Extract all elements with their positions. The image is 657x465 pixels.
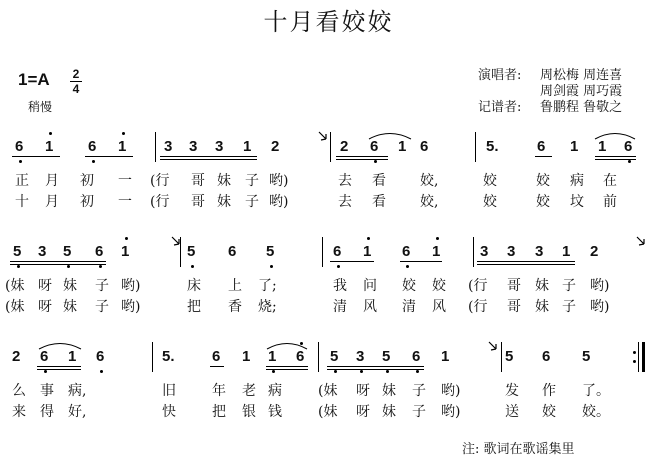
bar-line xyxy=(155,132,156,162)
beam-line xyxy=(266,366,308,367)
bar-line xyxy=(473,237,474,267)
low-octave-dot xyxy=(416,370,419,373)
lyric-verse-1: (妹 xyxy=(318,383,338,399)
tie-arc xyxy=(266,340,308,350)
low-octave-dot xyxy=(270,265,273,268)
note: 3 xyxy=(480,243,489,260)
time-signature-bottom: 4 xyxy=(72,82,80,96)
lyric-verse-2: 哥 xyxy=(191,194,205,210)
low-octave-dot xyxy=(191,265,194,268)
lyric-verse-2: 子 xyxy=(95,299,109,315)
footnote: 注: 歌词在歌谣集里 xyxy=(462,442,575,457)
lyric-verse-1: (妹 xyxy=(5,278,25,294)
lyric-verse-1: 姣, xyxy=(420,173,439,189)
breath-mark xyxy=(318,131,328,143)
bar-line xyxy=(330,132,331,162)
lyric-verse-1: 姣 xyxy=(402,278,416,294)
beam-line xyxy=(266,369,308,370)
beam-line xyxy=(327,369,424,370)
beam-line xyxy=(535,156,552,157)
note: 1 xyxy=(268,348,277,365)
lyric-verse-2: 姣 xyxy=(483,194,497,210)
lyric-verse-2: 姣 xyxy=(536,194,550,210)
beam-line xyxy=(10,264,106,265)
lyric-verse-1: 正 xyxy=(15,173,29,189)
note: 6 xyxy=(412,348,421,365)
lyric-verse-2: 钱 xyxy=(268,404,282,420)
lyric-verse-2: 风 xyxy=(363,299,377,315)
high-octave-dot xyxy=(367,237,370,240)
note: 1 xyxy=(570,138,579,155)
beam-line xyxy=(85,156,133,157)
lyric-verse-2: 好, xyxy=(68,404,87,420)
beam-line xyxy=(336,159,388,160)
lyric-verse-2: 哥 xyxy=(507,299,521,315)
note: 6 xyxy=(95,243,104,260)
note: 2 xyxy=(340,138,349,155)
lyric-verse-2: 送 xyxy=(505,404,519,420)
note: 5 xyxy=(266,243,275,260)
high-octave-dot xyxy=(122,132,125,135)
note: 1 xyxy=(243,138,252,155)
note: 6 xyxy=(40,348,49,365)
recorders: 鲁鹏程 鲁敬之 xyxy=(540,100,623,115)
lyric-verse-1: (行 xyxy=(150,173,170,189)
breath-mark xyxy=(636,236,646,248)
lyric-verse-2: 初 xyxy=(80,194,94,210)
song-title: 十月看姣姣 xyxy=(263,8,394,36)
lyric-verse-2: (妹 xyxy=(5,299,25,315)
note: 2 xyxy=(271,138,280,155)
lyric-verse-1: 哟) xyxy=(590,278,610,294)
lyric-verse-1: 姣 xyxy=(432,278,446,294)
note: 6 xyxy=(96,348,105,365)
note: 5 xyxy=(382,348,391,365)
lyric-verse-2: 快 xyxy=(162,404,176,420)
note: 1 xyxy=(121,243,130,260)
high-octave-dot xyxy=(125,237,128,240)
lyric-verse-1: 妹 xyxy=(382,383,396,399)
low-octave-dot xyxy=(386,370,389,373)
note: 2 xyxy=(590,243,599,260)
note: 6 xyxy=(212,348,221,365)
lyric-verse-1: 姣 xyxy=(483,173,497,189)
note: 6 xyxy=(542,348,551,365)
lyric-verse-2: 月 xyxy=(45,194,59,210)
lyric-verse-1: 子 xyxy=(412,383,426,399)
lyric-verse-1: 呀 xyxy=(356,383,370,399)
note: 5 xyxy=(13,243,22,260)
note: 5. xyxy=(486,138,499,155)
lyric-verse-2: 妹 xyxy=(63,299,77,315)
lyric-verse-2: 呀 xyxy=(38,299,52,315)
lyric-verse-2: 姣, xyxy=(420,194,439,210)
note: 5 xyxy=(187,243,196,260)
lyric-verse-1: 月 xyxy=(45,173,59,189)
bar-line xyxy=(152,342,153,372)
lyric-verse-2: 得 xyxy=(40,404,54,420)
repeat-dot xyxy=(633,351,636,354)
note: 3 xyxy=(164,138,173,155)
beam-line xyxy=(477,264,575,265)
lyric-verse-1: 一 xyxy=(118,173,132,189)
lyric-verse-2: 子 xyxy=(412,404,426,420)
lyric-verse-1: 旧 xyxy=(162,383,176,399)
beam-line xyxy=(160,159,257,160)
high-octave-dot xyxy=(436,237,439,240)
note: 1 xyxy=(598,138,607,155)
beam-line xyxy=(37,369,81,370)
lyric-verse-1: (行 xyxy=(468,278,488,294)
beam-line xyxy=(37,366,81,367)
lyric-verse-1: 病 xyxy=(268,383,282,399)
note: 6 xyxy=(624,138,633,155)
low-octave-dot xyxy=(334,370,337,373)
note: 1 xyxy=(118,138,127,155)
lyric-verse-2: 姣。 xyxy=(582,404,610,420)
lyric-verse-2: 把 xyxy=(187,299,201,315)
lyric-verse-2: (行 xyxy=(150,194,170,210)
note: 1 xyxy=(398,138,407,155)
beam-line xyxy=(595,156,636,157)
note: 5 xyxy=(505,348,514,365)
lyric-verse-2: 来 xyxy=(12,404,26,420)
low-octave-dot xyxy=(44,370,47,373)
recorder-label: 记谱者: xyxy=(478,100,522,115)
beam-line xyxy=(336,156,388,157)
singers-line-2: 周剑霞 周巧霞 xyxy=(540,84,623,99)
note: 6 xyxy=(537,138,546,155)
beam-line xyxy=(327,366,424,367)
time-signature-top: 2 xyxy=(72,67,80,81)
tempo-marking: 稍慢 xyxy=(28,100,53,114)
lyric-verse-2: 哟) xyxy=(590,299,610,315)
note: 3 xyxy=(38,243,47,260)
lyric-verse-2: 一 xyxy=(118,194,132,210)
tie-arc xyxy=(38,340,82,350)
note: 5 xyxy=(330,348,339,365)
note: 6 xyxy=(296,348,305,365)
beam-line xyxy=(330,261,374,262)
lyric-verse-1: 呀 xyxy=(38,278,52,294)
lyric-verse-1: 妹 xyxy=(217,173,231,189)
lyric-verse-2: 银 xyxy=(242,404,256,420)
low-octave-dot xyxy=(99,265,102,268)
beam-line xyxy=(10,261,106,262)
lyric-verse-1: 床 xyxy=(187,278,201,294)
lyric-verse-2: 哟) xyxy=(441,404,461,420)
repeat-dot xyxy=(633,360,636,363)
lyric-verse-1: 上 xyxy=(228,278,242,294)
high-octave-dot xyxy=(49,132,52,135)
lyric-verse-1: 哟) xyxy=(121,278,141,294)
lyric-verse-1: 么 xyxy=(12,383,26,399)
beam-line xyxy=(400,261,442,262)
bar-line xyxy=(322,237,323,267)
final-bar-thick xyxy=(642,342,645,372)
lyric-verse-1: 问 xyxy=(363,278,377,294)
note: 1 xyxy=(441,348,450,365)
lyric-verse-2: 姣 xyxy=(542,404,556,420)
beam-line xyxy=(595,159,636,160)
note: 1 xyxy=(363,243,372,260)
lyric-verse-1: 哟) xyxy=(441,383,461,399)
lyric-verse-1: 妹 xyxy=(63,278,77,294)
beam-line xyxy=(477,261,575,262)
note: 6 xyxy=(88,138,97,155)
lyric-verse-1: 了; xyxy=(258,278,277,294)
note: 3 xyxy=(507,243,516,260)
lyric-verse-1: 年 xyxy=(212,383,226,399)
lyric-verse-1: 子 xyxy=(562,278,576,294)
lyric-verse-2: (行 xyxy=(468,299,488,315)
lyric-verse-2: 清 xyxy=(402,299,416,315)
lyric-verse-1: 看 xyxy=(372,173,386,189)
beam-line xyxy=(160,156,257,157)
lyric-verse-1: 发 xyxy=(505,383,519,399)
note: 5 xyxy=(63,243,72,260)
lyric-verse-1: 初 xyxy=(80,173,94,189)
note: 3 xyxy=(356,348,365,365)
low-octave-dot xyxy=(100,370,103,373)
breath-mark xyxy=(171,236,181,248)
lyric-verse-1: 在 xyxy=(603,173,617,189)
lyric-verse-2: 呀 xyxy=(356,404,370,420)
low-octave-dot xyxy=(92,160,95,163)
lyric-verse-1: 子 xyxy=(95,278,109,294)
lyric-verse-1: 姣 xyxy=(536,173,550,189)
low-octave-dot xyxy=(67,265,70,268)
lyric-verse-2: 前 xyxy=(603,194,617,210)
lyric-verse-2: 妹 xyxy=(217,194,231,210)
bar-line xyxy=(475,132,476,162)
lyric-verse-1: 作 xyxy=(542,383,556,399)
beam-line xyxy=(210,366,224,367)
note: 6 xyxy=(370,138,379,155)
note: 1 xyxy=(242,348,251,365)
lyric-verse-1: 我 xyxy=(333,278,347,294)
lyric-verse-1: 妹 xyxy=(535,278,549,294)
low-octave-dot xyxy=(272,370,275,373)
note: 6 xyxy=(15,138,24,155)
lyric-verse-1: 老 xyxy=(242,383,256,399)
lyric-verse-2: 十 xyxy=(15,194,29,210)
lyric-verse-2: 清 xyxy=(333,299,347,315)
low-octave-dot xyxy=(17,265,20,268)
low-octave-dot xyxy=(337,265,340,268)
lyric-verse-2: 哟) xyxy=(121,299,141,315)
note: 3 xyxy=(189,138,198,155)
note: 6 xyxy=(420,138,429,155)
note: 3 xyxy=(215,138,224,155)
lyric-verse-2: 把 xyxy=(212,404,226,420)
lyric-verse-2: 去 xyxy=(338,194,352,210)
lyric-verse-1: 子 xyxy=(245,173,259,189)
lyric-verse-2: 子 xyxy=(562,299,576,315)
lyric-verse-2: 香 xyxy=(228,299,242,315)
low-octave-dot xyxy=(19,160,22,163)
lyric-verse-1: 去 xyxy=(338,173,352,189)
lyric-verse-1: 哥 xyxy=(507,278,521,294)
lyric-verse-1: 哥 xyxy=(191,173,205,189)
lyric-verse-1: 病 xyxy=(570,173,584,189)
lyric-verse-2: 妹 xyxy=(535,299,549,315)
tie-arc xyxy=(594,130,636,140)
bar-line xyxy=(318,342,319,372)
note: 1 xyxy=(68,348,77,365)
low-octave-dot xyxy=(360,370,363,373)
lyric-verse-2: 坟 xyxy=(570,194,584,210)
note: 1 xyxy=(432,243,441,260)
lyric-verse-2: 哟) xyxy=(269,194,289,210)
singers-line-1: 周松梅 周连喜 xyxy=(540,68,623,83)
lyric-verse-2: 看 xyxy=(372,194,386,210)
lyric-verse-2: (妹 xyxy=(318,404,338,420)
tie-arc xyxy=(368,130,412,140)
lyric-verse-1: 哟) xyxy=(269,173,289,189)
lyric-verse-2: 烧; xyxy=(258,299,277,315)
key-signature: 1=A xyxy=(18,70,50,89)
note: 6 xyxy=(402,243,411,260)
note: 1 xyxy=(562,243,571,260)
lyric-verse-1: 事 xyxy=(40,383,54,399)
lyric-verse-1: 了。 xyxy=(582,383,610,399)
note: 2 xyxy=(12,348,21,365)
singer-label: 演唱者: xyxy=(478,68,522,83)
note: 6 xyxy=(228,243,237,260)
note: 1 xyxy=(45,138,54,155)
note: 3 xyxy=(535,243,544,260)
note: 5. xyxy=(162,348,175,365)
note: 5 xyxy=(582,348,591,365)
low-octave-dot xyxy=(374,160,377,163)
time-signature xyxy=(70,68,82,95)
lyric-verse-2: 妹 xyxy=(382,404,396,420)
lyric-verse-2: 子 xyxy=(245,194,259,210)
lyric-verse-2: 风 xyxy=(432,299,446,315)
bar-line xyxy=(501,342,502,372)
beam-line xyxy=(12,156,60,157)
low-octave-dot xyxy=(628,160,631,163)
low-octave-dot xyxy=(406,265,409,268)
lyric-verse-1: 病, xyxy=(68,383,87,399)
breath-mark xyxy=(488,341,498,353)
final-bar-thin xyxy=(638,342,639,372)
note: 6 xyxy=(333,243,342,260)
